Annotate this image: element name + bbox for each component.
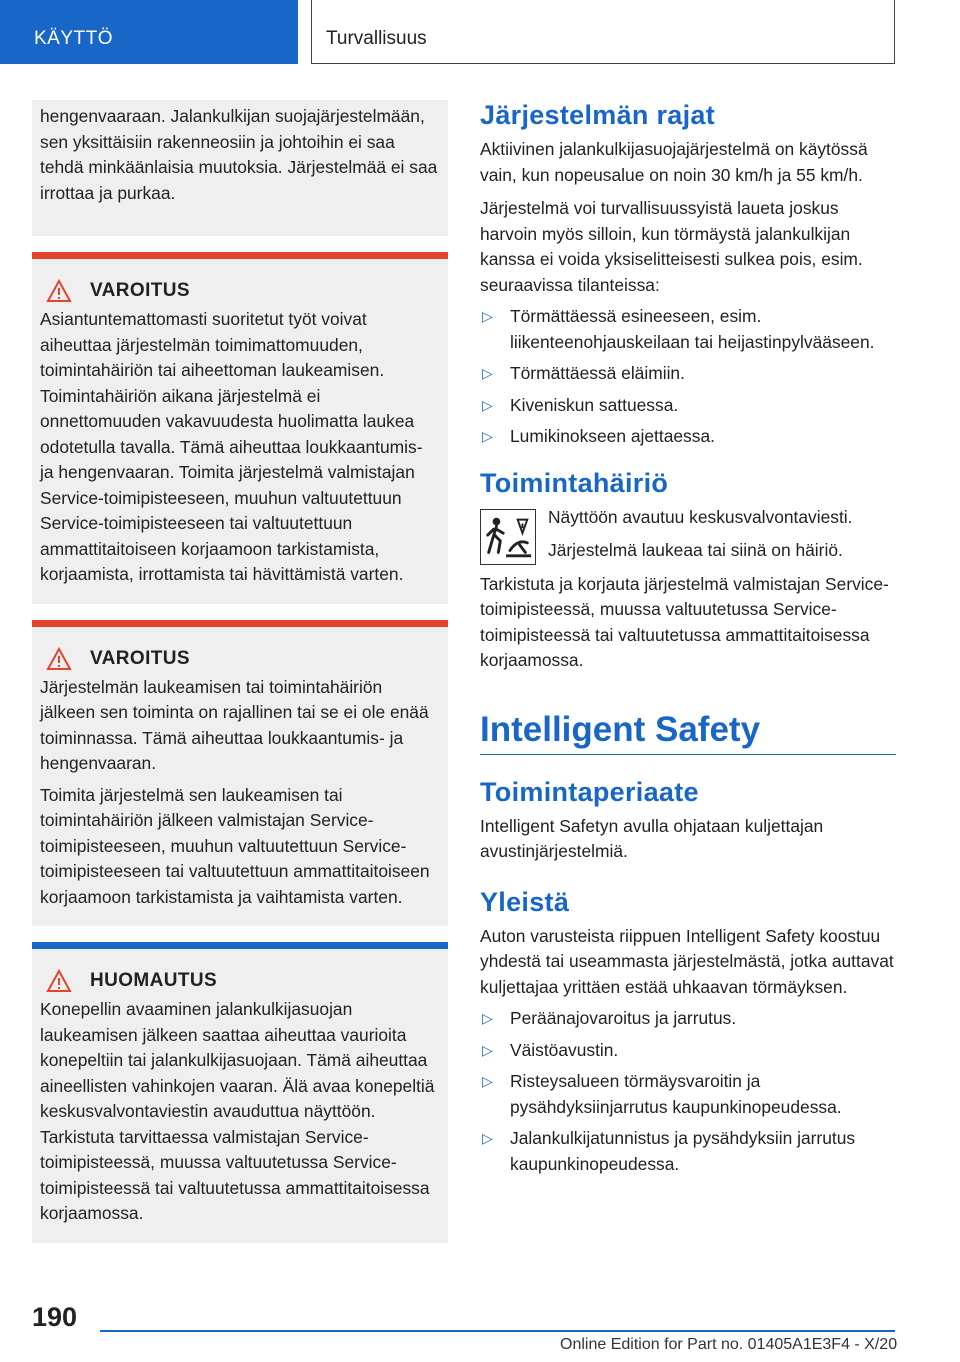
- notice-text: Konepellin avaaminen jalankulkijasuojan laukeamisen jälkeen saattaa aiheuttaa vaurioita konepeltiin tai jalankulkijasuojaan. Tämä aiheuttaa aineellisten vahinkojen vaaran. Älä avaa konepeltiä keskusvalvontaviestin avauduttua näyttöön. Tarkistuta tarvittaessa valmistajan Service-toimipisteessä, muussa valtuutetussa Service-toimipisteessä tai valtuutetussa ammattitaitoisessa korjaamossa.: [40, 999, 435, 1223]
- notice-title: HUOMAUTUS: [90, 970, 218, 992]
- fault-paragraph: Tarkistuta ja korjauta järjestelmä valmistajan Service-toimipisteessä, muussa valtuutetussa Service-toimipisteessä tai valtuutetussa ammattitaitoisessa korjaamossa.: [480, 573, 889, 670]
- list-item: ▷ Risteysalueen törmäysvaroitin ja pysähdyksiinjarrutus kaupunkinopeudessa.: [482, 1071, 842, 1117]
- notice-bar: [32, 942, 448, 949]
- general-heading: Yleistä: [480, 886, 570, 917]
- bullet-triangle-icon: ▷: [482, 428, 493, 444]
- limits-heading: Järjestelmän rajat: [480, 100, 716, 130]
- edition-footer: Online Edition for Part no. 01405A1E3F4 - X/20: [560, 1336, 898, 1353]
- intelligent-safety-heading: Intelligent Safety: [480, 710, 896, 755]
- warning-title: VAROITUS: [90, 280, 190, 302]
- warning-box-1: [32, 252, 448, 604]
- warning-box-2: [32, 620, 448, 927]
- bullet-triangle-icon: ▷: [482, 1073, 493, 1089]
- pedestrian-protection-fault-icon: [480, 509, 536, 565]
- warning-bar: [32, 252, 448, 259]
- info-box-text: hengenvaaraan. Jalankulkijan suojajärjestelmään, sen yksittäisiin rakenneosiin ja johtoihin ei saa tehdä minkäänlaisia muutoksia. Järjestelmää ei saa irrottaa ja purkaa.: [40, 106, 438, 203]
- warning-text: Asiantuntemattomasti suoritetut työt voivat aiheuttaa järjestelmän toimimattomuuden, toimintahäiriön tai aiheettoman laukeamisen. Toimintahäiriön aikana järjestelmä ei onnettomuuden vakavuudesta huolimatta laukea odotetulla tavalla. Tämä aiheuttaa loukkaantumis- ja hengenvaaran. Toimita järjestelmä valmistajan Service-toimipisteeseen, muuhun valtuutettuun Service-toimipisteeseen tai valtuutettuun ammattitaitoiseen korjaamoon tarkistamista, korjaamista, irrottamista tai hävittämistä varten.: [40, 309, 423, 584]
- limits-paragraph: Järjestelmä voi turvallisuussyistä laueta joskus harvoin myös silloin, kun törmäystä jalankulkijan kanssa ei voida yksiselitteisesti sulkea pois, esim. seuraavissa tilanteissa:: [480, 198, 863, 295]
- info-box: [32, 100, 448, 236]
- chapter-label: KÄYTTÖ: [34, 28, 114, 49]
- chapter-tab: [0, 0, 298, 64]
- limits-paragraph: Aktiivinen jalankulkijasuojajärjestelmä on käytössä vain, kun nopeusalue on noin 30 km/h ja 55 km/h.: [480, 139, 868, 185]
- warning-title: VAROITUS: [90, 647, 190, 669]
- warning-text: Toimita järjestelmä sen laukeamisen tai toimintahäiriön jälkeen valmistajan Service-toimipisteeseen, muuhun valtuutettuun Service-toimipisteeseen tai valtuutettuun ammattitaitoiseen korjaamoon tarkistamista ja vaihtamista varten.: [40, 784, 430, 907]
- warning-triangle-icon: [46, 969, 72, 993]
- bullet-triangle-icon: ▷: [482, 396, 493, 413]
- page-number: 190: [32, 1302, 78, 1332]
- warning-bar: [32, 620, 448, 627]
- fault-paragraph: Järjestelmä laukeaa tai siinä on häiriö.: [548, 540, 843, 560]
- list-item: ▷ Lumikinokseen ajettaessa.: [480, 424, 896, 450]
- footer-rule: [100, 1330, 895, 1332]
- fault-section: [480, 505, 896, 674]
- section-label: Turvallisuus: [326, 28, 427, 49]
- bullet-triangle-icon: ▷: [482, 1041, 493, 1058]
- right-column: [480, 100, 896, 1183]
- principle-heading: Toimintaperiaate: [480, 776, 699, 807]
- bullet-triangle-icon: ▷: [482, 308, 493, 324]
- limits-list: [480, 304, 896, 450]
- left-column: [32, 100, 448, 1243]
- fault-paragraph: Näyttöön avautuu keskusvalvontaviesti.: [548, 506, 853, 527]
- section-header: [311, 0, 895, 64]
- notice-box: [32, 942, 448, 1243]
- systems-list: [480, 1006, 896, 1177]
- warning-triangle-icon: [46, 647, 72, 671]
- bullet-triangle-icon: ▷: [482, 1130, 493, 1146]
- general-paragraph: Auton varusteista riippuen Intelligent Safety koostuu yhdestä tai useammasta järjestelmästä, jotka auttavat kuljettajaa yrittäen estää uhkaavan törmäyksen.: [480, 925, 894, 997]
- principle-paragraph: Intelligent Safetyn avulla ohjataan kuljettajan avustinjärjestelmiä.: [480, 815, 824, 861]
- bullet-triangle-icon: ▷: [482, 1010, 493, 1026]
- list-item: ▷ Peräänajovaroitus ja jarrutus.: [480, 1006, 896, 1032]
- bullet-triangle-icon: ▷: [482, 365, 493, 381]
- warning-triangle-icon: [46, 279, 72, 303]
- list-item: ▷ Törmättäessä eläimiin.: [480, 361, 896, 387]
- warning-text: Järjestelmän laukeamisen tai toimintahäiriön jälkeen sen toiminta on rajallinen tai se ei ole enää toiminnassa. Tämä aiheuttaa loukkaantumis- ja hengenvaaran.: [40, 676, 429, 773]
- fault-heading: Toimintahäiriö: [480, 467, 669, 498]
- list-item: ▷ Törmättäessä esineeseen, esim. liikenteenohjauskeilaan tai heijastinpylvääseen.: [482, 306, 875, 352]
- list-item: ▷ Väistöavustin.: [480, 1038, 896, 1064]
- list-item: ▷ Kiveniskun sattuessa.: [480, 393, 896, 419]
- list-item: ▷ Jalankulkijatunnistus ja pysähdyksiin jarrutus kaupunkinopeudessa.: [482, 1128, 856, 1174]
